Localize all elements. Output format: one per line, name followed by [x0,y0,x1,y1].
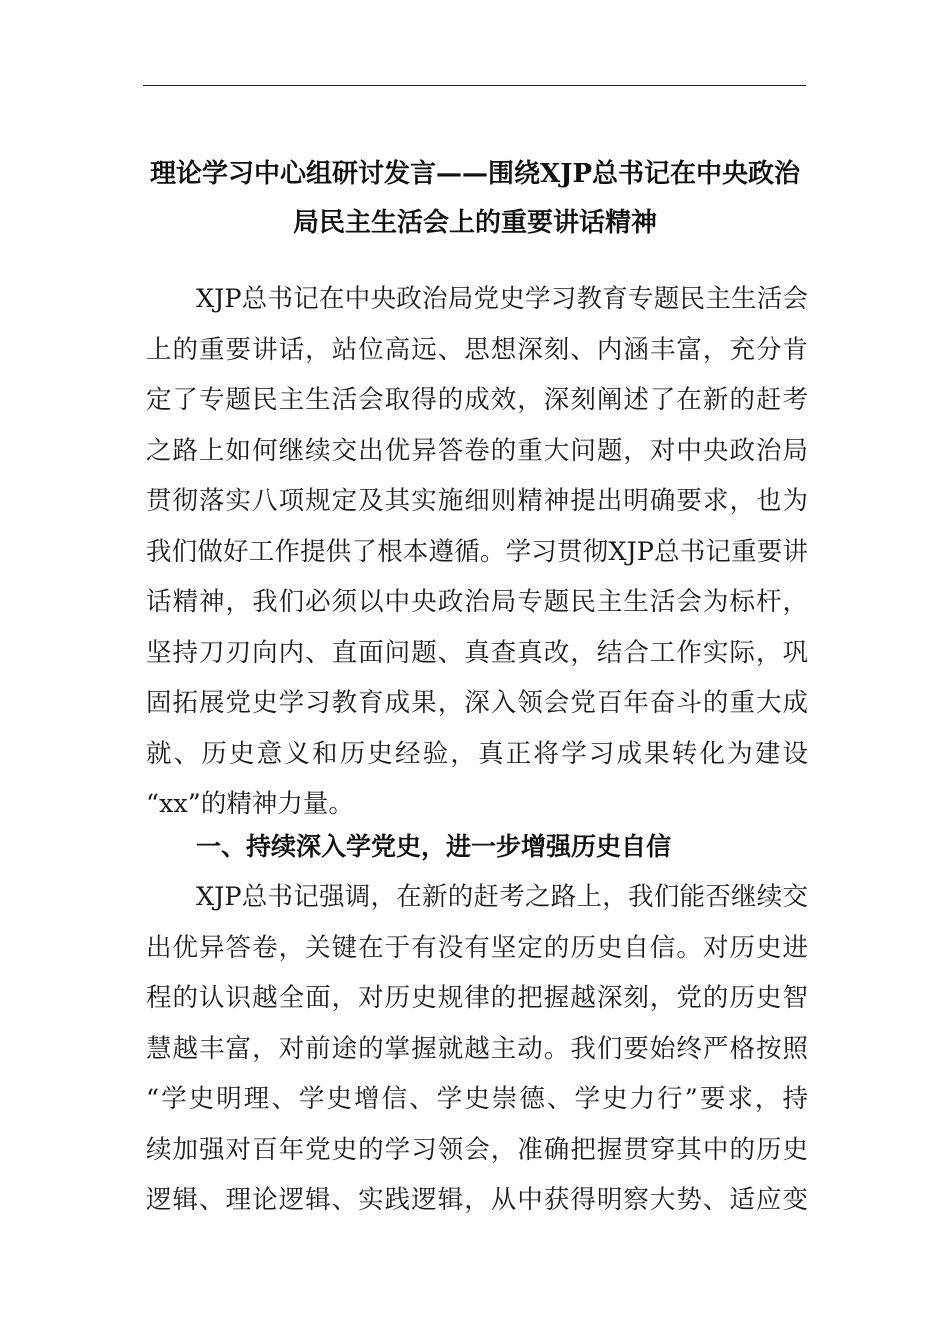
text-line: “xx”的精神力量。 [146,789,354,819]
paragraph-intro [146,274,808,830]
text-line: 出优异答卷，关键在于有没有坚定的历史自信。对历史进 [146,932,808,963]
paragraph-section-1 [146,872,808,1226]
title-line: 局民主生活会上的重要讲话精神 [292,208,657,238]
document-title [140,150,810,248]
text-line: 贯彻落实八项规定及其实施细则精神提出明确要求，也为 [146,486,808,516]
text-line: 固拓展党史学习教育成果，深入领会党百年奋斗的重大成 [146,688,808,718]
text-line: 坚持刀刃向内、直面问题、真查真改，结合工作实际，巩 [146,637,808,668]
text-line: 话精神，我们必须以中央政治局专题民主生活会为标杆， [146,587,808,617]
text-line: 程的认识越全面，对历史规律的把握越深刻，党的历史智 [146,983,808,1013]
text-line: 逻辑、理论逻辑、实践逻辑，从中获得明察大势、适应变 [146,1185,808,1215]
text-line: 续加强对百年党史的学习领会，准确把握贯穿其中的历史 [146,1134,808,1165]
text-line: 慧越丰富，对前途的掌握就越主动。我们要始终严格按照 [146,1033,808,1064]
title-line: 理论学习中心组研讨发言——围绕XJP总书记在中央政治 [149,159,801,189]
text-line: XJP总书记强调，在新的赶考之路上，我们能否继续交 [196,882,808,912]
section-heading-1: 一、持续深入学党史，进一步增强历史自信 [196,832,672,861]
text-line: XJP总书记在中央政治局党史学习教育专题民主生活会 [196,284,808,314]
text-line: 我们做好工作提供了根本遵循。学习贯彻XJP总书记重要讲 [146,536,808,567]
header-rule [143,85,806,86]
text-line: 定了专题民主生活会取得的成效，深刻阐述了在新的赶考 [146,385,808,415]
text-line: 就、历史意义和历史经验，真正将学习成果转化为建设 [146,738,808,769]
text-line: 之路上如何继续交出优异答卷的重大问题，对中央政治局 [146,435,808,466]
text-line: 上的重要讲话，站位高远、思想深刻、内涵丰富，充分肯 [146,334,808,365]
text-line: “学史明理、学史增信、学史崇德、学史力行”要求，持 [146,1084,808,1114]
